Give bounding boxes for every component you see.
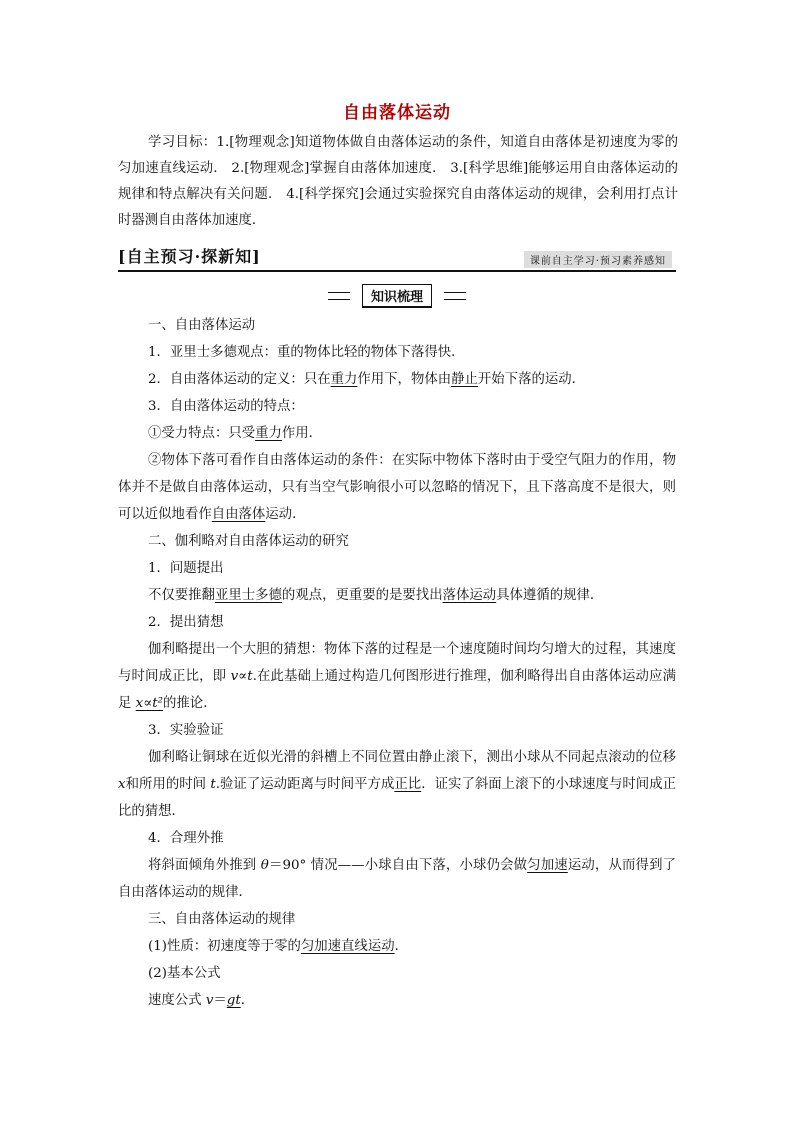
text-segment: 开始下落的运动． (477, 372, 586, 387)
text-segment: . (240, 993, 246, 1008)
underlined-answer: gt (226, 993, 241, 1008)
content-paragraph (118, 528, 676, 555)
text-segment: ． (394, 939, 408, 954)
text-segment: 一、自由落体运动 (148, 318, 256, 333)
text-segment: 伽利略提出一个大胆的猜想：物体下落的过程是一个速度随时间均匀增大的过程，其速度与时间成正比，即 (118, 642, 676, 684)
underlined-answer: 亚里士多德 (214, 588, 282, 603)
section-title: [自主预习·探新知] (118, 247, 261, 266)
content-paragraph (118, 960, 676, 987)
text-segment: .验证了运动距离与时间平方成 (215, 777, 395, 792)
text-segment: 2．提出猜想 (148, 615, 224, 630)
underlined-answer: 重力 (330, 372, 358, 387)
text-segment: 二、伽利略对自由落体运动的研究 (148, 534, 349, 549)
underlined-answer: 重力 (255, 426, 282, 441)
text-segment: v∝t (230, 669, 253, 684)
content-paragraph (118, 312, 676, 339)
content-paragraph (118, 825, 676, 852)
text-segment: 速度公式 (148, 993, 206, 1008)
content-paragraph (118, 933, 676, 960)
content-paragraph (118, 609, 676, 636)
content-paragraph (118, 447, 676, 528)
content-paragraph (118, 744, 676, 825)
underlined-answer: 匀加速 (527, 858, 568, 873)
content-paragraph (118, 582, 676, 609)
text-segment: 2．自由落体运动的定义：只在 (148, 372, 331, 387)
text-segment: 的推论． (163, 696, 217, 711)
text-segment: 和所用的时间 (125, 777, 211, 792)
content-paragraph (118, 717, 676, 744)
content-paragraph (118, 906, 676, 933)
text-segment: 1．亚里士多德观点：重的物体比轻的物体下落得快． (148, 345, 465, 360)
text-segment: 4．合理外推 (148, 831, 224, 846)
text-segment: 运动． (265, 507, 306, 522)
text-segment: 作用． (281, 426, 323, 441)
text-segment: (1)性质：初速度等于零的 (148, 939, 301, 954)
text-segment: ①受力特点：只受 (148, 426, 256, 441)
underlined-answer: 自由落体 (211, 507, 266, 522)
section-header (118, 244, 676, 272)
section-subtitle: 课前自主学习·预习素养感知 (524, 251, 672, 268)
text-segment: 具体遵循的规律． (496, 588, 604, 603)
text-segment: ＝ (213, 993, 227, 1008)
text-segment: .在此基础上通过构造几何图形进行推理，伽利略得出自由落体运动应满足 (118, 669, 676, 711)
content-paragraph (118, 636, 676, 717)
text-segment: 的观点，更重要的是要找出 (281, 588, 443, 603)
text-segment: t (210, 777, 216, 792)
text-segment: 将斜面倾角外推到 (148, 858, 261, 873)
underlined-answer: x∝t² (135, 696, 164, 711)
content-paragraph (118, 555, 676, 582)
content-paragraph (118, 393, 676, 420)
text-segment: 3．自由落体运动的特点： (148, 399, 304, 414)
text-segment: x (118, 777, 126, 792)
text-segment: 不仅要推翻 (148, 588, 215, 603)
text-segment: v (205, 993, 214, 1008)
text-segment: θ (260, 858, 269, 873)
text-segment: ②物体下落可看作自由落体运动的条件：在实际中物体下落时由于受空气阻力的作用，物体并不是做自由落体运动，只有当空气影响很小可以忽略的情况下，且下落高度不是很大，则可以近似地看作 (118, 453, 676, 522)
text-segment: ．证实了斜面上滚下的小球速度与时间成正比的猜想． (118, 777, 677, 819)
text-segment: 运动，从而得到了自由落体运动的规律． (118, 858, 676, 900)
underlined-answer: 匀加速直线运动 (300, 939, 395, 954)
text-segment: 作用下，物体由 (357, 372, 452, 387)
text-segment: 1．问题提出 (148, 561, 224, 576)
text-segment: 3．实验验证 (148, 723, 224, 738)
text-segment: 三、自由落体运动的规律 (148, 912, 296, 927)
content-paragraph (118, 366, 676, 393)
underlined-answer: 落体运动 (442, 588, 497, 603)
content-paragraph (118, 420, 676, 447)
badge-container (0, 284, 794, 308)
text-segment: (2)基本公式 (148, 966, 221, 981)
page-title: 自由落体运动 (343, 103, 451, 123)
content-paragraph (118, 339, 676, 366)
knowledge-badge (348, 284, 446, 308)
underlined-answer: 静止 (451, 372, 478, 387)
learning-objectives: 学习目标：1.[物理观念]知道物体做自由落体运动的条件，知道自由落体是初速度为零的匀加速直线运动． 2.[物理观念]掌握自由落体加速度． 3.[科学思维]能够运用自由落体运动的规律和特点解决有关问题． 4.[科学探究]会通过实验探究自由落体运动的规律，会利用打点计时器测自由落体加速度． (118, 135, 678, 228)
text-segment: 伽利略让铜球在近似光滑的斜槽上不同位置由静止滚下，测出小球从不同起点滚动的位移 (148, 750, 676, 765)
content-paragraph (118, 852, 676, 906)
content-body (118, 312, 676, 1014)
underlined-answer: 正比 (394, 777, 422, 792)
knowledge-badge-label: 知识梳理 (362, 284, 432, 308)
content-paragraph (118, 987, 676, 1014)
text-segment: ＝90° 情况——小球自由下落，小球仍会做 (268, 858, 528, 873)
